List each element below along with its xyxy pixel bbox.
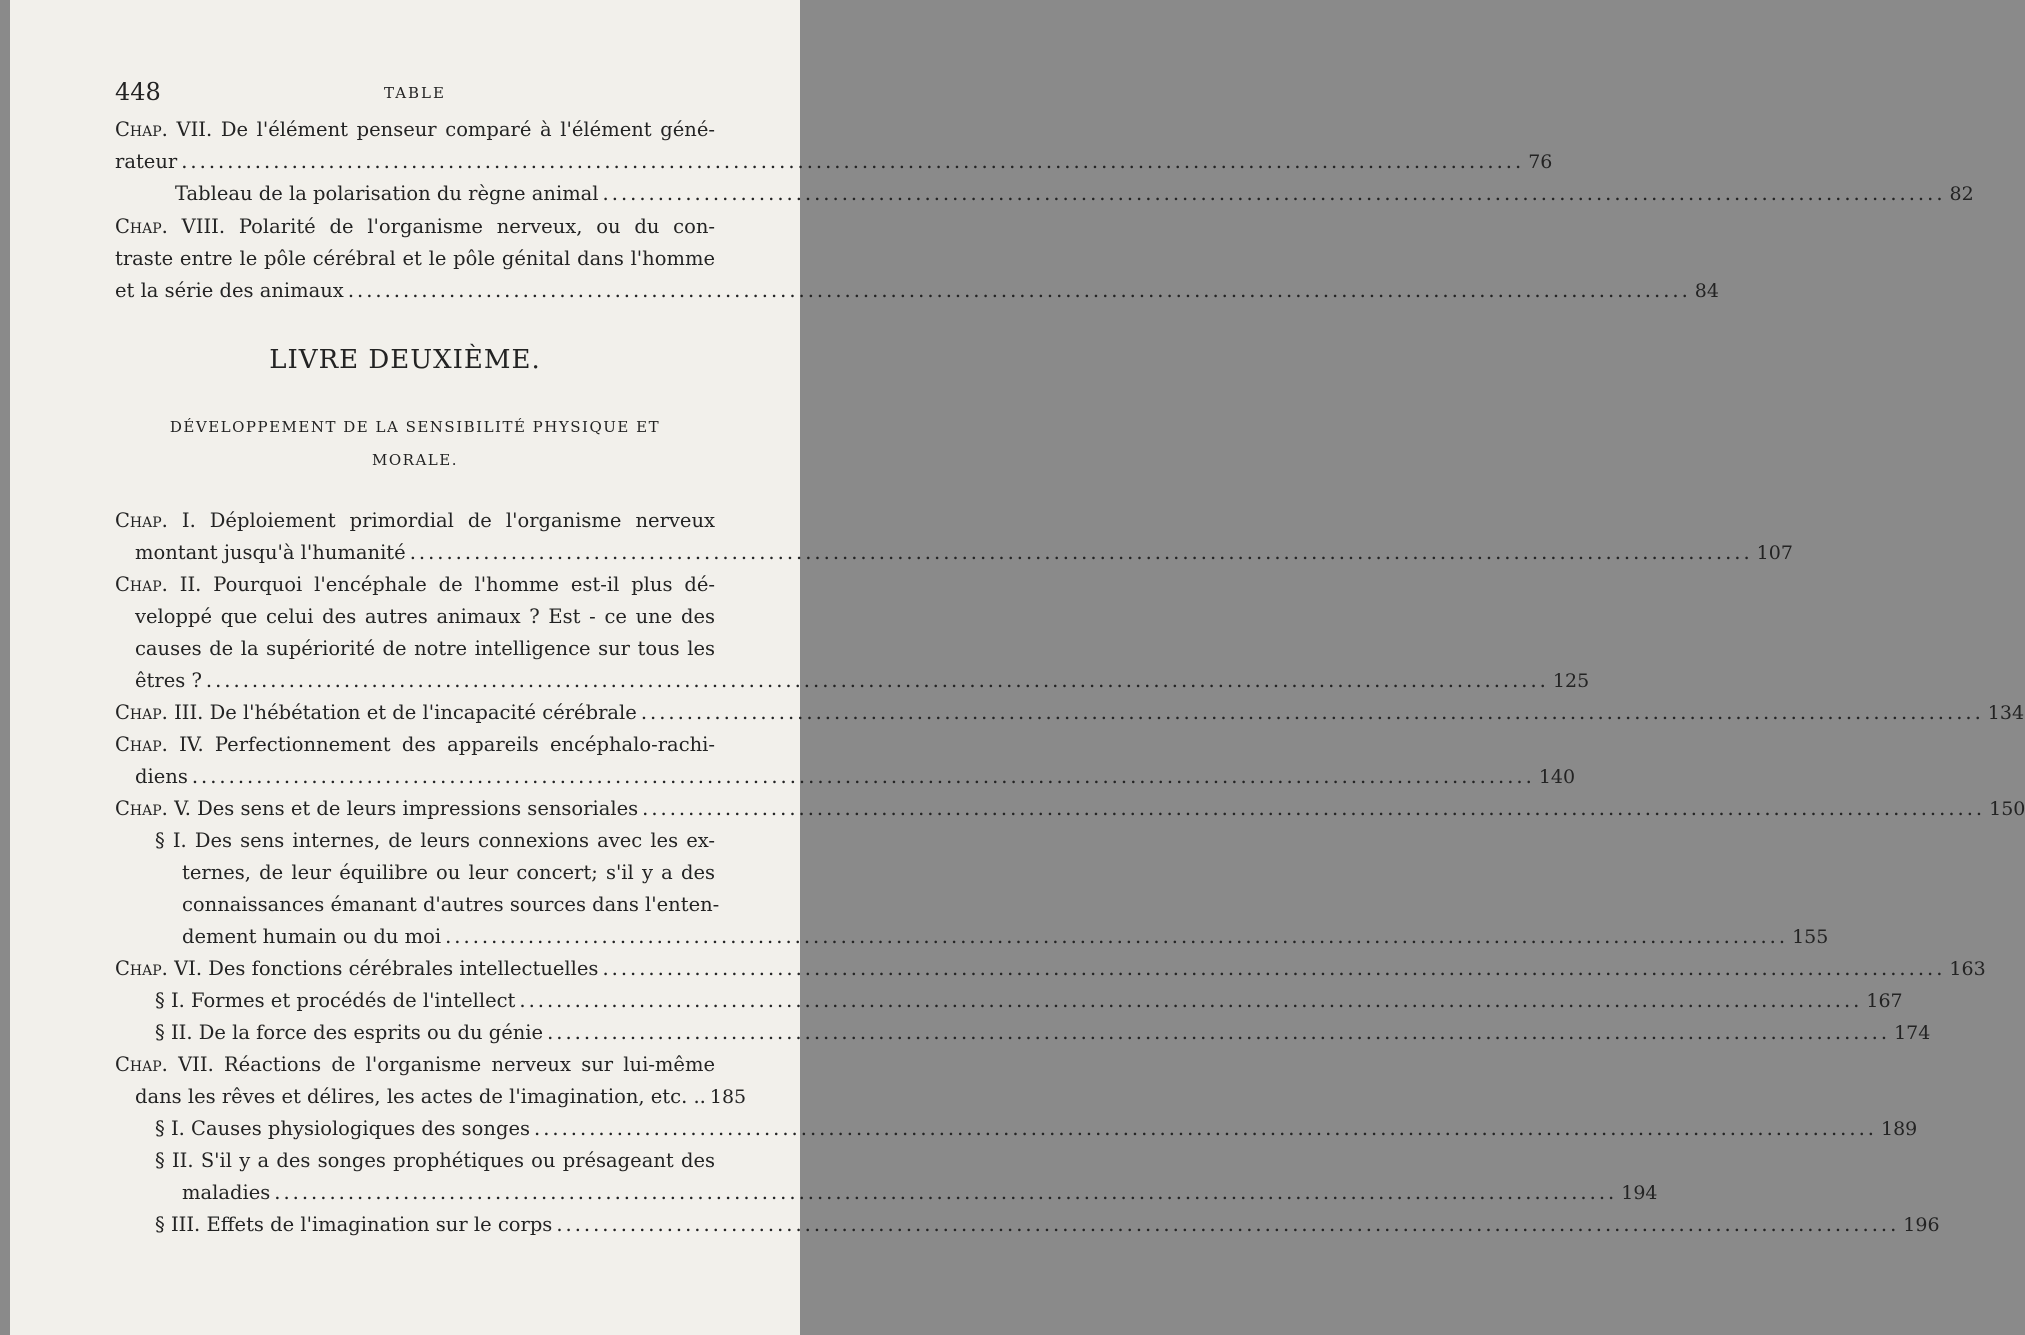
toc-line	[135, 633, 715, 665]
toc-line	[155, 1209, 1940, 1241]
toc-text: diens	[135, 765, 188, 788]
toc-line	[115, 114, 715, 146]
toc-page-number: 125	[1552, 670, 1590, 692]
toc-text: montant jusqu'à l'humanité	[135, 541, 406, 564]
toc-line	[135, 761, 1576, 793]
toc-line	[115, 793, 2025, 825]
toc-line	[115, 243, 715, 275]
dot-leader	[348, 275, 1691, 307]
toc-text: II. Pourquoi l'encéphale de l'homme est-il plus dé-	[179, 573, 715, 596]
toc-line	[115, 146, 1553, 178]
chapter-label: Chap.	[115, 215, 168, 238]
dot-leader	[519, 985, 1862, 1017]
toc-page-number: 84	[1694, 280, 1719, 302]
toc-line	[135, 537, 1793, 569]
toc-text: dans les rêves et délires, les actes de l'imagination, etc. ..	[135, 1085, 706, 1108]
toc-line	[135, 601, 715, 633]
chapter-label: Chap.	[115, 118, 168, 141]
toc-text: ternes, de leur équilibre ou leur concert; s'il y a des	[182, 861, 715, 884]
book-subtitle: MORALE.	[372, 451, 458, 469]
toc-text: VII. De l'élément penseur comparé à l'élément géné-	[176, 118, 715, 141]
toc-line	[115, 697, 2025, 729]
toc-text: § II. S'il y a des songes prophétiques ou présageant des	[155, 1149, 715, 1172]
toc-text: § I. Des sens internes, de leurs connexions avec les ex-	[155, 829, 715, 852]
running-title: TABLE	[384, 84, 446, 102]
toc-text: veloppé que celui des autres animaux ? Est - ce une des	[135, 605, 715, 628]
toc-line	[115, 729, 715, 761]
toc-text: connaissances émanant d'autres sources dans l'enten-	[182, 893, 720, 916]
toc-text: VI. Des fonctions cérébrales intellectuelles	[174, 957, 599, 980]
dot-leader	[181, 146, 1524, 178]
toc-text: I. Déploiement primordial de l'organisme nerveux	[181, 509, 715, 532]
toc-line	[155, 1017, 1931, 1049]
dot-leader	[534, 1113, 1877, 1145]
dot-leader	[274, 1177, 1617, 1209]
chapter-label: Chap.	[115, 509, 168, 532]
toc-text: § I. Causes physiologiques des songes	[155, 1117, 530, 1140]
book-page	[10, 0, 2025, 1335]
toc-line	[155, 1145, 715, 1177]
toc-page-number: 155	[1792, 926, 1829, 948]
toc-page-number: 140	[1538, 766, 1576, 788]
dot-leader	[445, 921, 1788, 953]
toc-text: dement humain ou du moi	[182, 925, 442, 948]
toc-line	[155, 825, 715, 857]
toc-line	[115, 569, 715, 601]
toc-line	[175, 178, 1974, 210]
toc-text: VIII. Polarité de l'organisme nerveux, ou du con-	[181, 215, 715, 238]
toc-page-number: 134	[1987, 702, 2025, 724]
toc-text: VII. Réactions de l'organisme nerveux sur lui-même	[178, 1053, 715, 1076]
toc-text: § II. De la force des esprits ou du génie	[155, 1021, 544, 1044]
page-header	[115, 78, 715, 108]
toc-text: § I. Formes et procédés de l'intellect	[155, 989, 516, 1012]
toc-text: maladies	[182, 1181, 271, 1204]
toc-line	[115, 211, 715, 243]
toc-text: traste entre le pôle cérébral et le pôle génital dans l'homme	[115, 247, 715, 270]
toc-page-number: 82	[1949, 183, 1974, 205]
toc-text: Tableau de la polarisation du règne animal	[175, 182, 599, 205]
dot-leader	[641, 697, 1984, 729]
dot-leader	[642, 793, 1985, 825]
toc-page-number: 107	[1756, 542, 1793, 564]
toc-text: êtres ?	[135, 669, 202, 692]
chapter-label: Chap.	[115, 797, 168, 820]
chapter-label: Chap.	[115, 573, 168, 596]
toc-page-number: 174	[1894, 1022, 1931, 1044]
toc-text: V. Des sens et de leurs impressions sensoriales	[174, 797, 639, 820]
dot-leader	[192, 761, 1535, 793]
toc-line	[182, 1177, 1658, 1209]
toc-page-number: 185	[709, 1086, 747, 1108]
toc-text: III. De l'hébétation et de l'incapacité cérébrale	[174, 701, 637, 724]
toc-page-number: 76	[1528, 151, 1553, 173]
toc-line	[115, 505, 715, 537]
toc-page-number: 196	[1903, 1214, 1940, 1236]
book-subtitle: DÉVELOPPEMENT DE LA SENSIBILITÉ PHYSIQUE ET	[169, 418, 661, 436]
dot-leader	[206, 665, 1549, 697]
toc-page-number: 163	[1949, 958, 1986, 980]
dot-leader	[602, 953, 1945, 985]
toc-line	[155, 1113, 1918, 1145]
toc-line	[182, 921, 1829, 953]
toc-line	[182, 857, 715, 889]
dot-leader	[410, 537, 1753, 569]
dot-leader	[556, 1209, 1899, 1241]
book-title: LIVRE DEUXIÈME.	[269, 345, 541, 375]
toc-line	[115, 953, 1986, 985]
toc-text: causes de la supériorité de notre intelligence sur tous les	[135, 637, 715, 660]
toc-line	[182, 889, 720, 921]
chapter-label: Chap.	[115, 957, 168, 980]
toc-line	[115, 1049, 715, 1081]
toc-line	[135, 665, 1590, 697]
chapter-label: Chap.	[115, 733, 168, 756]
toc-text: § III. Effets de l'imagination sur le corps	[155, 1213, 553, 1236]
toc-page-number: 150	[1989, 798, 2025, 820]
toc-page-number: 194	[1621, 1182, 1658, 1204]
toc-page-number: 167	[1866, 990, 1903, 1012]
toc-line	[135, 1081, 747, 1113]
toc-line	[115, 275, 1719, 307]
toc-text: IV. Perfectionnement des appareils encéphalo-rachi-	[179, 733, 715, 756]
toc-text: rateur	[115, 150, 178, 173]
chapter-label: Chap.	[115, 701, 168, 724]
toc-text: et la série des animaux	[115, 279, 344, 302]
dot-leader	[547, 1017, 1890, 1049]
toc-page-number: 189	[1880, 1118, 1918, 1140]
chapter-label: Chap.	[115, 1053, 168, 1076]
toc-line	[155, 985, 1903, 1017]
dot-leader	[603, 178, 1946, 210]
page-number: 448	[115, 78, 161, 106]
